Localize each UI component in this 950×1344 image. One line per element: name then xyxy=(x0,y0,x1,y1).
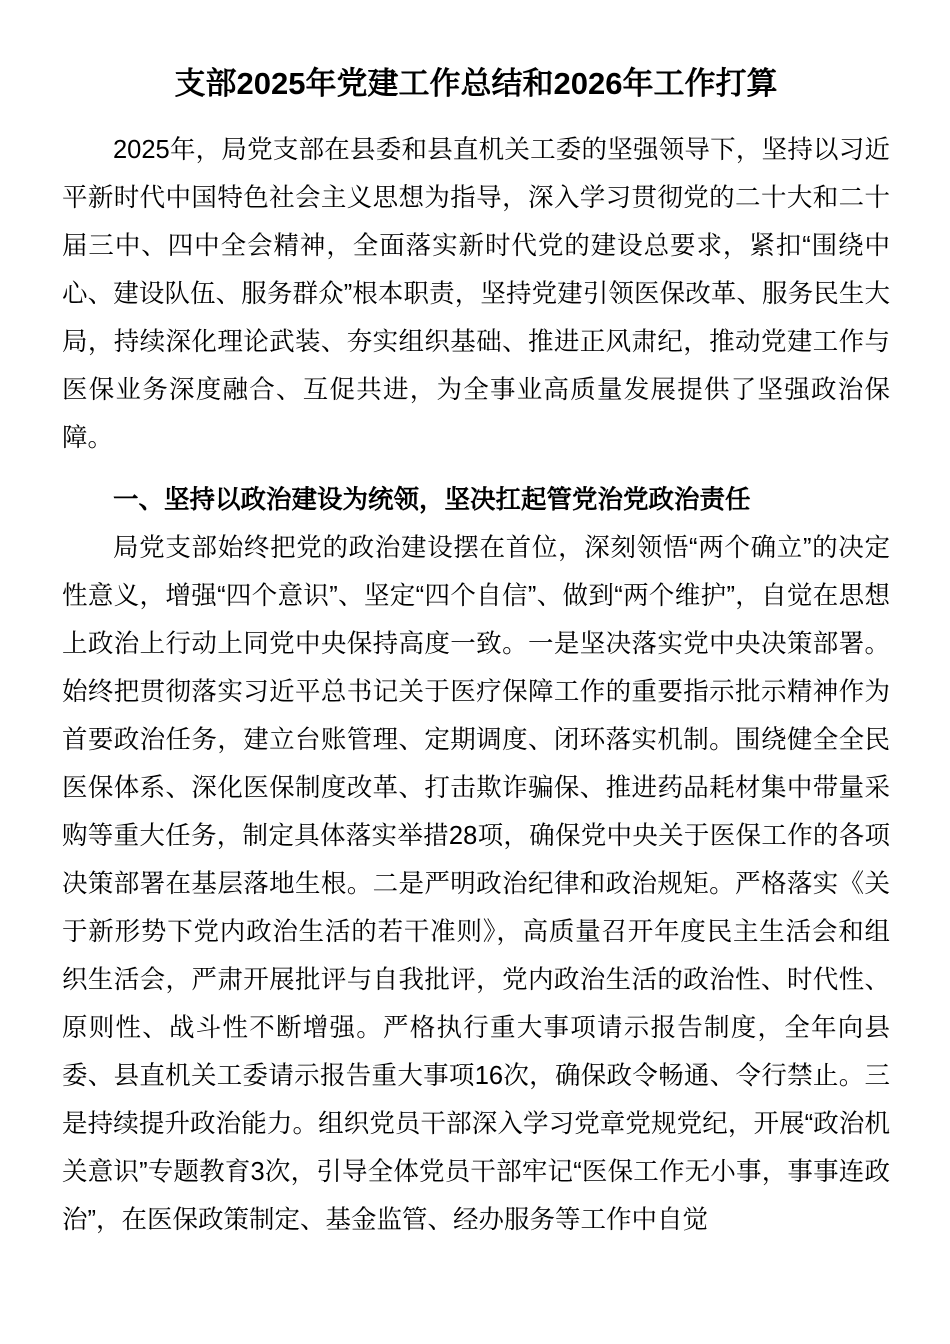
paragraph-section-one-body: 局党支部始终把党的政治建设摆在首位，深刻领悟“两个确立”的决定性意义，增强“四个意识”、坚定“四个自信”、做到“两个维护”，自觉在思想上政治上行动上同党中央保持高度一致。一是坚决落实党中央决策部署。始终把贯彻落实习近平总书记关于医疗保障工作的重要指示批示精神作为首要政治任务，建立台账管理、定期调度、闭环落实机制。围绕健全全民医保体系、深化医保制度改革、打击欺诈骗保、推进药品耗材集中带量采购等重大任务，制定具体落实举措28项，确保党中央关于医保工作的各项决策部署在基层落地生根。二是严明政治纪律和政治规矩。严格落实《关于新形势下党内政治生活的若干准则》，高质量召开年度民主生活会和组织生活会，严肃开展批评与自我批评，党内政治生活的政治性、时代性、原则性、战斗性不断增强。严格执行重大事项请示报告制度，全年向县委、县直机关工委请示报告重大事项16次，确保政令畅通、令行禁止。三是持续提升政治能力。组织党员干部深入学习党章党规党纪，开展“政治机关意识”专题教育3次，引导全体党员干部牢记“医保工作无小事，事事连政治”，在医保政策制定、基金监管、经办服务等工作中自觉 xyxy=(62,534,890,1234)
page-title: 支部2025年党建工作总结和2026年工作打算 xyxy=(174,66,778,101)
paragraph-intro: 2025年，局党支部在县委和县直机关工委的坚强领导下，坚持以习近平新时代中国特色社会主义思想为指导，深入学习贯彻党的二十大和二十届三中、四中全会精神，全面落实新时代党的建设总要求，紧扣“围绕中心、建设队伍、服务群众”根本职责，坚持党建引领医保改革、服务民生大局，持续深化理论武装、夯实组织基础、推进正风肃纪，推动党建工作与医保业务深度融合、互促共进，为全事业高质量发展提供了坚强政治保障。 xyxy=(62,136,890,452)
paragraph-spacer xyxy=(62,462,890,476)
section-heading-one: 一、坚持以政治建设为统领，坚决扛起管党治党政治责任 xyxy=(113,486,751,514)
document-content xyxy=(62,0,890,1244)
